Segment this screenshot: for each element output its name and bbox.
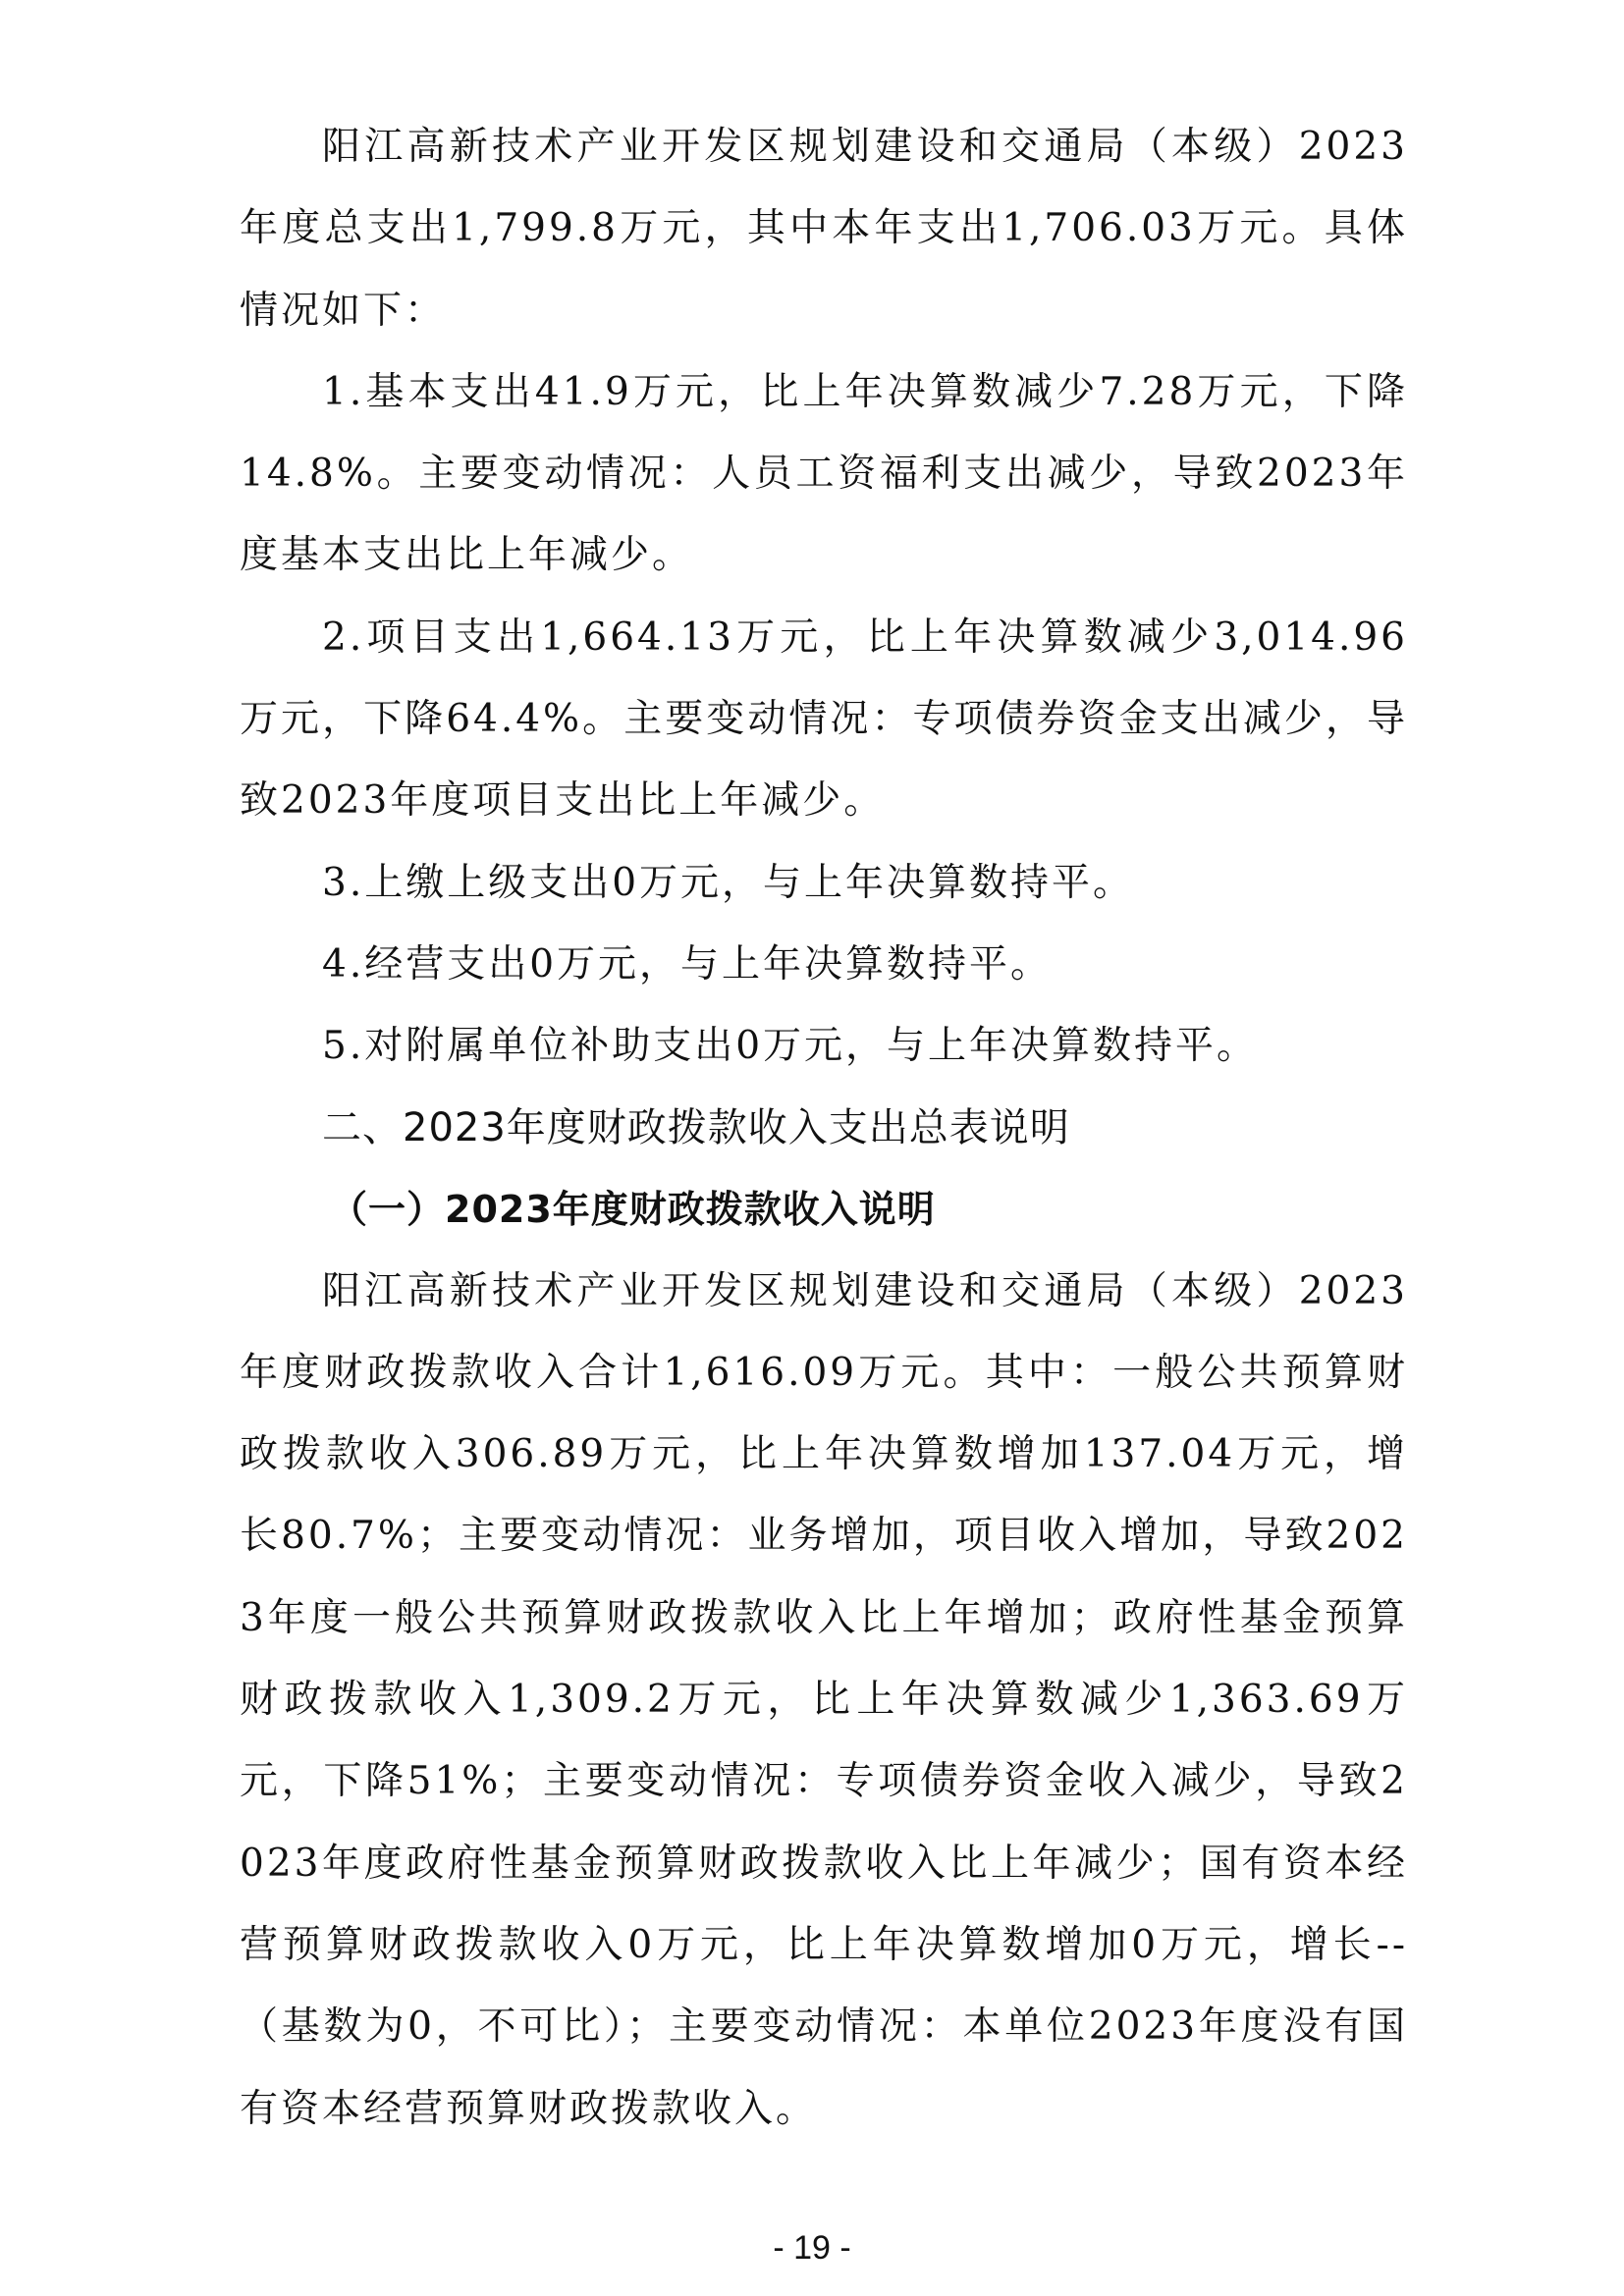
paragraph-upper-level-expense: 3.上缴上级支出0万元，与上年决算数持平。	[322, 860, 1135, 905]
paragraph-subsidiary-subsidy-expense: 5.对附属单位补助支出0万元，与上年决算数持平。	[322, 1024, 1259, 1069]
paragraph-operating-expense: 4.经营支出0万元，与上年决算数持平。	[322, 941, 1053, 987]
page-number: - 19 -	[773, 2229, 851, 2267]
paragraph-total-expense: 阳江高新技术产业开发区规划建设和交通局（本级）2023年度总支出1,799.8万元，其中本年支出1,706.03万元。具体情况如下：	[240, 125, 1408, 333]
paragraph-fiscal-income: 阳江高新技术产业开发区规划建设和交通局（本级）2023年度财政拨款收入合计1,616.09万元。其中：一般公共预算财政拨款收入306.89万元，比上年决算数增加137.04万元，增长80.7%；主要变动情况：业务增加，项目收入增加，导致2023年度一般公共预算财政拨款收入比上年增加；政府性基金预算财政拨款收入1,309.2万元，比上年决算数减少1,363.69万元，下降51%；主要变动情况：专项债券资金收入减少，导致2023年度政府性基金预算财政拨款收入比上年减少；国有资本经营预算财政拨款收入0万元，比上年决算数增加0万元，增长--（基数为0，不可比）；主要变动情况：本单位2023年度没有国有资本经营预算财政拨款收入。	[240, 1268, 1408, 2131]
subsection-heading: （一）2023年度财政拨款收入说明	[330, 1187, 936, 1231]
section-heading: 二、2023年度财政拨款收入支出总表说明	[322, 1104, 1070, 1150]
document-body	[240, 106, 1408, 2150]
paragraph-project-expense: 2.项目支出1,664.13万元，比上年决算数减少3,014.96万元，下降64.4%。主要变动情况：专项债券资金支出减少，导致2023年度项目支出比上年减少。	[240, 614, 1408, 824]
paragraph-basic-expense: 1.基本支出41.9万元，比上年决算数减少7.28万元，下降14.8%。主要变动情况：人员工资福利支出减少，导致2023年度基本支出比上年减少。	[240, 369, 1408, 578]
